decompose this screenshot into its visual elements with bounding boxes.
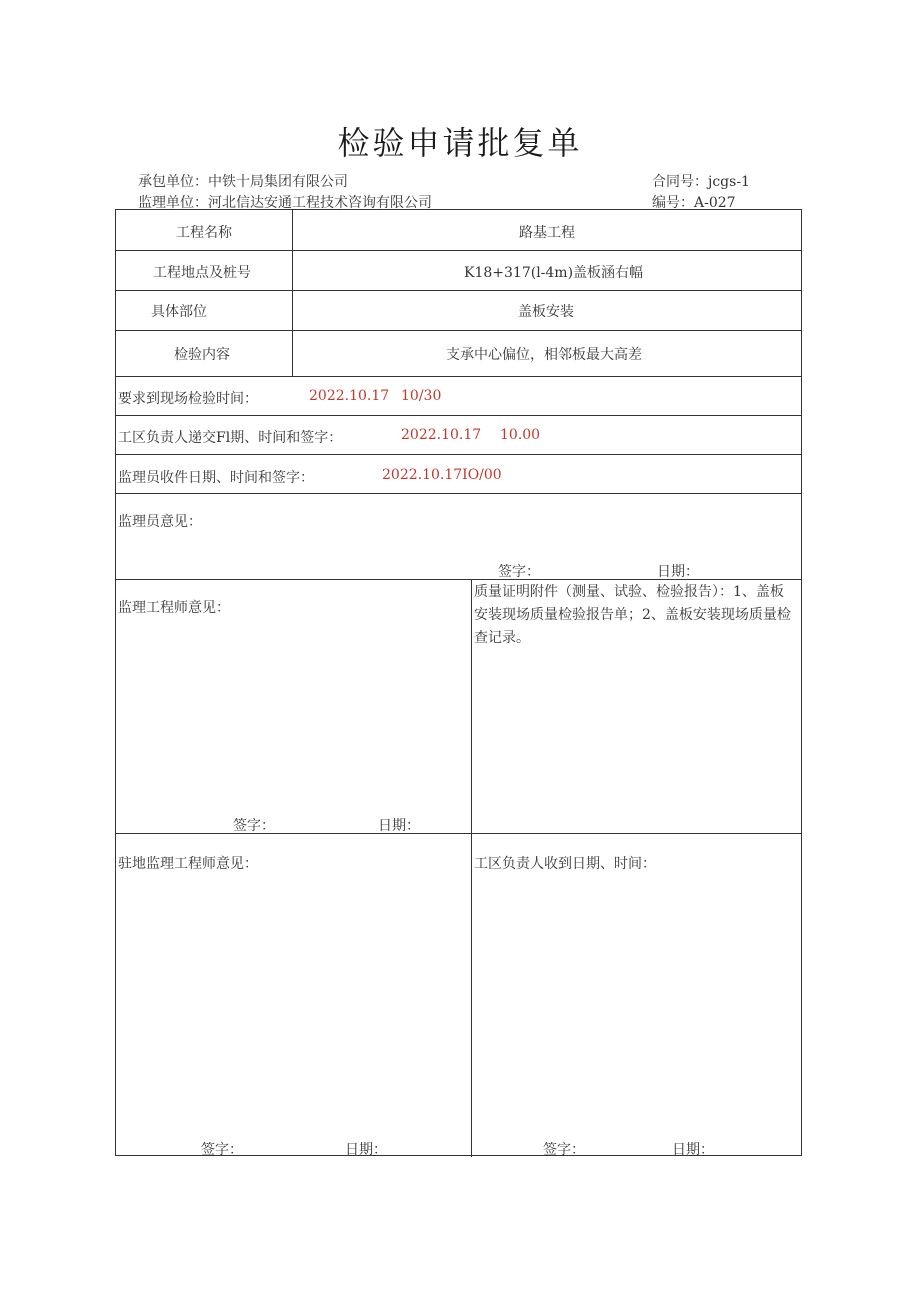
resident-engineer-opinion-label: 驻地监理工程师意见： (118, 856, 258, 872)
inspector-opinion-label: 监理员意见： (118, 514, 202, 530)
column-divider (471, 579, 472, 1157)
page-title: 检验申请批复单 (337, 124, 583, 162)
inspector-date-label: 日期： (657, 564, 699, 580)
work-area-sign-label: 签字： (543, 1142, 585, 1158)
location-label: 工程地点及桩号 (153, 265, 251, 281)
row-divider (116, 415, 801, 416)
resident-engineer-sign-label: 签字： (201, 1142, 243, 1158)
row-divider (116, 493, 801, 494)
serial-number: 编号：A-027 (652, 195, 736, 211)
row-divider (116, 833, 801, 834)
row-divider (116, 250, 801, 251)
receive-time-label: 监理员收件日期、时间和签字： (118, 470, 314, 486)
contractor-unit: 承包单位：中铁十局集团有限公司 (138, 174, 348, 190)
engineer-sign-label: 签字： (233, 818, 275, 834)
content-value: 支承中心偏位，相邻板最大高差 (446, 347, 642, 363)
part-label: 具体部位 (151, 304, 207, 320)
row-divider (116, 330, 801, 331)
work-area-date-label: 日期： (672, 1142, 714, 1158)
work-area-receipt-label: 工区负责人收到日期、时间： (474, 856, 656, 872)
receive-value: 2022.10.17IO/00 (382, 467, 502, 483)
required-date: 2022.10.17 (309, 388, 390, 404)
submit-time-label: 工区负责人递交Fl期、时间和签字： (118, 430, 343, 446)
row-divider (116, 290, 801, 291)
required-time: 10/30 (401, 388, 442, 404)
engineer-date-label: 日期： (378, 818, 420, 834)
inspector-sign-label: 签字： (498, 564, 540, 580)
engineer-opinion-label: 监理工程师意见： (118, 600, 230, 616)
contract-number: 合同号：jcgs-1 (652, 174, 750, 190)
row-divider (116, 454, 801, 455)
content-label: 检验内容 (174, 347, 230, 363)
attachments-text: 质量证明附件（测量、试验、检验报告）：1、盖板安装现场质量检验报告单；2、盖板安装现场质量检查记录。 (474, 584, 791, 646)
row-divider (116, 376, 801, 377)
location-value: K18+317(l-4m)盖板涵右幅 (464, 265, 644, 281)
supervisor-unit: 监理单位：河北信达安通工程技术咨询有限公司 (138, 195, 432, 211)
part-value: 盖板安装 (518, 304, 574, 320)
submit-date: 2022.10.17 (401, 427, 482, 443)
submit-time: 10.00 (500, 427, 541, 443)
resident-engineer-date-label: 日期： (345, 1142, 387, 1158)
project-name-value: 路基工程 (519, 225, 575, 241)
column-divider (292, 210, 293, 376)
required-time-label: 要求到现场检验时间： (118, 391, 258, 407)
inspection-form (115, 209, 802, 1156)
project-name-label: 工程名称 (176, 225, 232, 241)
